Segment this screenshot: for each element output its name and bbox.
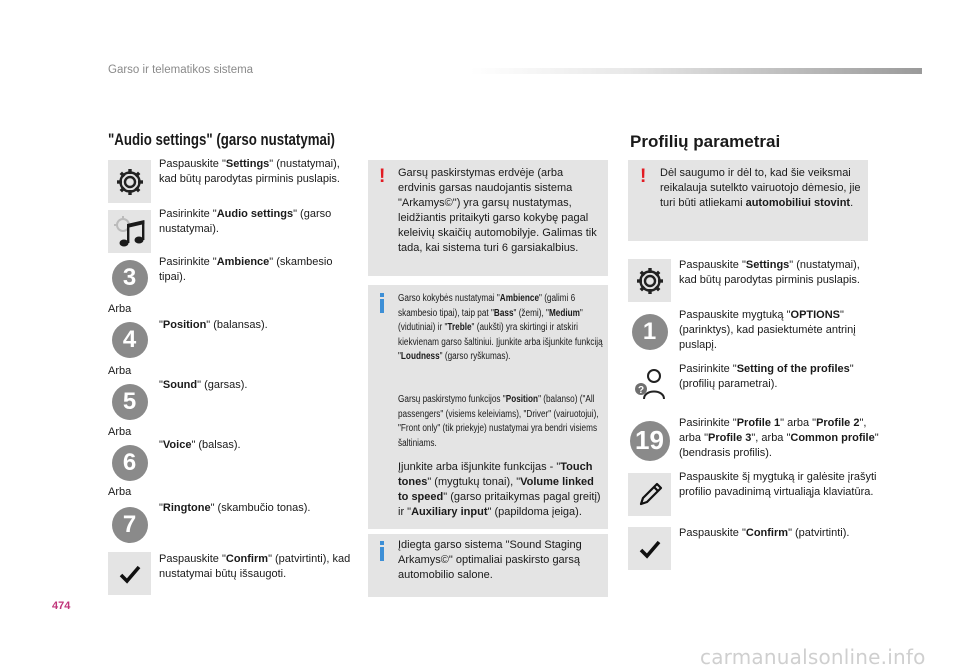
- step-number: 1: [632, 314, 668, 350]
- step-number: 3: [112, 260, 148, 296]
- checkmark-icon: [119, 564, 141, 584]
- music-gear-icon: [112, 214, 148, 250]
- audio-settings-title: "Audio settings" (garso nustatymai): [108, 130, 335, 149]
- info-icon: [379, 541, 385, 561]
- step-confirm-text: Paspauskite "Confirm" (patvirtinti), kad nustatymai būtų išsaugoti.: [159, 553, 351, 580]
- profile-step-setting-profiles-text: Pasirinkite "Setting of the profiles" (profilių parametrai).: [679, 363, 854, 390]
- or-label: Arba: [108, 426, 132, 438]
- or-label: Arba: [108, 303, 132, 315]
- step-ambience-text: Pasirinkite "Ambience" (skambesio tipai).: [159, 256, 333, 283]
- page-number: 474: [52, 600, 71, 612]
- info-touch-tones-text: Įjunkite arba išjunkite funkcijas - "Touch tones" (mygtukų tonai), "Volume linked to speed" (garso pritaikymas pagal greitį) ir "Auxiliary input" (papildoma įeiga).: [398, 461, 601, 518]
- confirm-tile: [108, 552, 151, 595]
- step-19-badge: [628, 419, 671, 462]
- step-6-badge: [108, 441, 151, 484]
- confirm-tile: [628, 527, 671, 570]
- step-number: 4: [112, 322, 148, 358]
- safety-warning-text: Dėl saugumo ir dėl to, kad šie veiksmai reikalauja sutelkto vairuotojo dėmesio, jie turi būti atliekami automobiliui stovint.: [660, 167, 861, 209]
- or-label: Arba: [108, 365, 132, 377]
- step-1-badge: [628, 310, 671, 353]
- step-number: 6: [112, 445, 148, 481]
- pencil-icon: [635, 480, 665, 510]
- profile-step-settings-text: Paspauskite "Settings" (nustatymai), kad būtų parodytas pirminis puslapis.: [679, 259, 860, 286]
- profile-step-options-text: Paspauskite mygtuką "OPTIONS" (parinktys), kad pasiektumėte antrinį puslapį.: [679, 309, 856, 351]
- audio-settings-tile: [108, 210, 151, 253]
- settings-tile: [628, 259, 671, 302]
- profile-step-confirm-text: Paspauskite "Confirm" (patvirtinti).: [679, 527, 850, 539]
- step-3-badge: [108, 256, 151, 299]
- info-arkamys-text: Įdiegta garso sistema "Sound Staging Arkamys©" optimaliai paskirsto garsą automobilio salone.: [398, 539, 582, 581]
- or-label: Arba: [108, 486, 132, 498]
- step-5-badge: [108, 380, 151, 423]
- watermark: carmanualsonline.info: [700, 645, 926, 666]
- step-ringtone-text: "Ringtone" (skambučio tonas).: [159, 502, 311, 514]
- user-question-icon: [630, 365, 670, 405]
- profile-step-select-profile-text: Pasirinkite "Profile 1" arba "Profile 2", arba "Profile 3", arba "Common profile" (bendrasis profilis).: [679, 417, 879, 459]
- step-number: 7: [112, 507, 148, 543]
- step-number: 19: [630, 421, 670, 461]
- profile-step-rename-text: Paspauskite šį mygtuką ir galėsite įrašyti profilio pavadinimą virtualiąja klaviatūra.: [679, 471, 877, 498]
- warning-icon: !: [379, 166, 386, 187]
- info-icon: [379, 293, 385, 313]
- svg-text:?: ?: [637, 384, 644, 396]
- checkmark-icon: [639, 539, 661, 559]
- gear-icon: [115, 167, 145, 197]
- step-number: 5: [112, 384, 148, 420]
- step-4-badge: [108, 318, 151, 361]
- info-ambience-text: Garso kokybės nustatymai "Ambience" (galimi 6 skambesio tipai), taip pat "Bass" (žemi), "Medium" (vidutiniai) ir "Treble" (aukšti) yra skirtingi ir atskiri kiekvienam garso šaltiniui. Įjunkite arba išjunkite funkciją "Loudness" (garso ryškumas).: [398, 293, 603, 362]
- header-title: Garso ir telematikos sistema: [108, 64, 254, 76]
- profiles-title: Profilių parametrai: [630, 132, 781, 151]
- step-position-text: "Position" (balansas).: [159, 319, 268, 331]
- settings-tile: [108, 160, 151, 203]
- step-audio-settings-text: Pasirinkite "Audio settings" (garso nustatymai).: [159, 208, 332, 235]
- edit-tile: [628, 473, 671, 516]
- gear-icon: [635, 266, 665, 296]
- step-voice-text: "Voice" (balsas).: [159, 439, 241, 451]
- step-settings-text: Paspauskite "Settings" (nustatymai), kad būtų parodytas pirminis puslapis.: [159, 158, 340, 185]
- info-position-text: Garsų paskirstymo funkcijos "Position" (balanso) ("All passengers" (visiems keleiviams), "Driver" (vairuotojui), "Front only" (tik priekyje) nustatymai yra bendri visiems šaltiniams.: [398, 394, 599, 449]
- step-7-badge: [108, 503, 151, 546]
- warning-icon: !: [640, 166, 647, 187]
- warning-text: Garsų paskirstymas erdvėje (arba erdvinis garsas naudojantis sistema "Arkamys©") yra garsų nustatymas, leidžiantis pritaikyti garso kokybę pagal keleivių skaičių automobilyje. Galimas tik tada, kai sistema turi 6 garsiakalbius.: [398, 167, 597, 254]
- profile-settings-tile: [628, 363, 671, 406]
- header-divider: [470, 68, 922, 74]
- step-sound-text: "Sound" (garsas).: [159, 379, 248, 391]
